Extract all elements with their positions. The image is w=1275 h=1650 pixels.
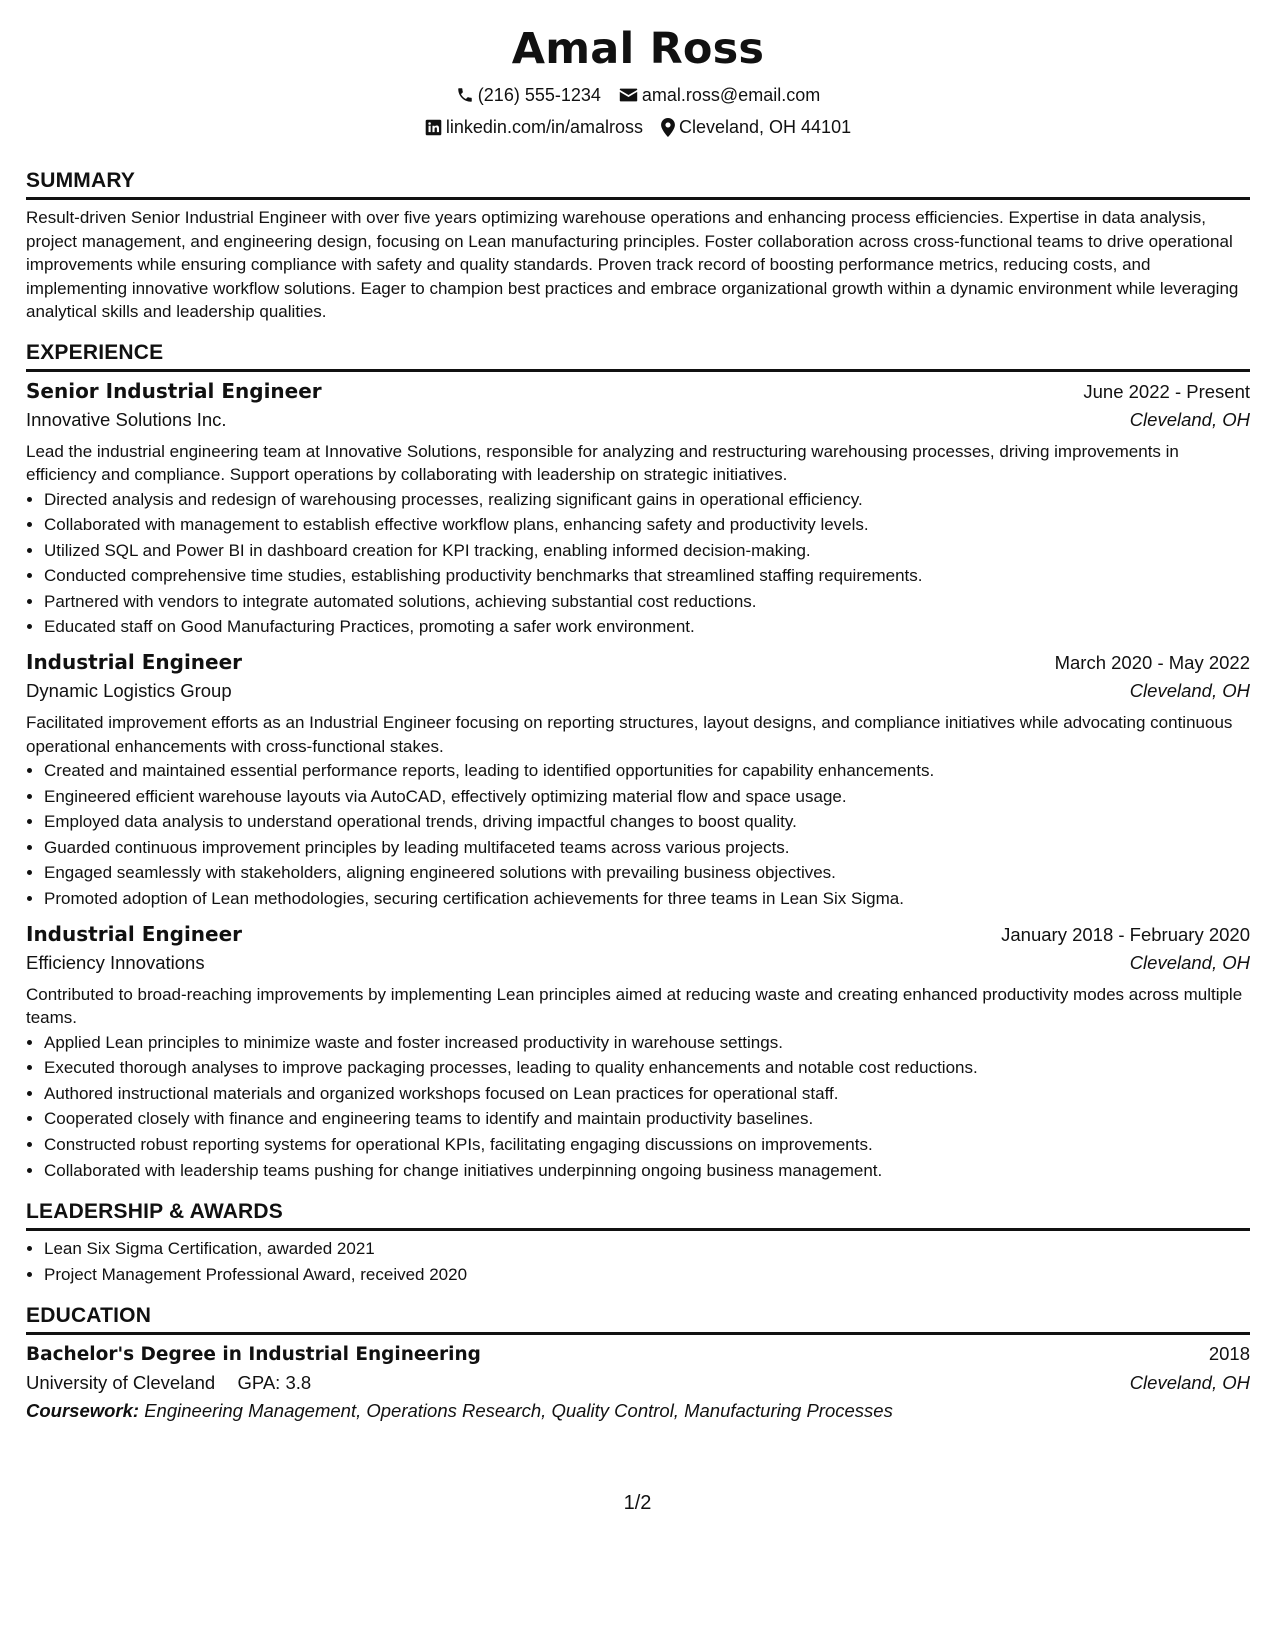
list-item: • Collaborated with management to establish effective workflow plans, enhancing safety and productivity levels. <box>44 512 1250 538</box>
list-item: • Partnered with vendors to integrate automated solutions, achieving substantial cost reductions. <box>44 589 1250 615</box>
list-item: • Collaborated with leadership teams pushing for change initiatives underpinning ongoing business management. <box>44 1158 1250 1184</box>
list-item: • Utilized SQL and Power BI in dashboard creation for KPI tracking, enabling informed decision-making. <box>44 538 1250 564</box>
education-section <box>26 1303 1250 1425</box>
job-description: Facilitated improvement efforts as an Industrial Engineer focusing on reporting structures, layout designs, and compliance initiatives while advocating continuous operational enhancements with cross-functional stakes. <box>26 713 1233 756</box>
list-item: • Employed data analysis to understand operational trends, driving impactful changes to boost quality. <box>44 809 1250 835</box>
list-item: • Guarded continuous improvement principles by leading multifaceted teams across various projects. <box>44 835 1250 861</box>
job-bullets <box>26 1030 1250 1184</box>
job-entry <box>26 377 1250 641</box>
list-item: • Conducted comprehensive time studies, establishing productivity benchmarks that streamlined staffing requirements. <box>44 563 1250 589</box>
page-number: 1/2 <box>623 1492 652 1514</box>
job-dates: June 2022 - Present <box>1083 380 1250 402</box>
job-description: Contributed to broad-reaching improvements by implementing Lean principles aimed at reducing waste and creating enhanced productivity modes across multiple teams. <box>26 984 1243 1028</box>
job-dates: March 2020 - May 2022 <box>1054 652 1250 674</box>
phone-icon <box>456 86 474 104</box>
linkedin-text[interactable]: linkedin.com/in/amalross <box>445 117 643 137</box>
location-contact <box>661 116 851 138</box>
job-title: Industrial Engineer <box>26 650 243 675</box>
coursework-line <box>26 1397 1250 1425</box>
list-item: • Authored instructional materials and organized workshops focused on Lean practices for operational staff. <box>44 1081 1250 1107</box>
list-item: • Created and maintained essential performance reports, leading to identified opportunities for capability enhancements. <box>44 758 1250 784</box>
coursework-label: Coursework: <box>26 1400 140 1422</box>
linkedin-contact[interactable] <box>425 116 643 138</box>
gpa: GPA: 3.8 <box>237 1372 312 1394</box>
list-item: • Executed thorough analyses to improve packaging processes, leading to quality enhancements and notable cost reductions. <box>44 1055 1250 1081</box>
company-name: Efficiency Innovations <box>26 951 205 973</box>
school-location: Cleveland, OH <box>1129 1372 1250 1394</box>
phone-contact <box>456 84 601 106</box>
education-heading: EDUCATION <box>26 1303 1250 1335</box>
job-entry <box>26 648 1250 912</box>
list-item: • Directed analysis and redesign of warehousing processes, realizing significant gains in operational efficiency. <box>44 487 1250 513</box>
list-item: • Project Management Professional Award, received 2020 <box>44 1262 1250 1288</box>
job-dates: January 2018 - February 2020 <box>1001 923 1250 945</box>
job-description: Lead the industrial engineering team at Innovative Solutions, responsible for analyzing and restructuring warehousing processes, driving improvements in efficiency and compliance. Support operations by collaborating with leadership on strategic initiatives. <box>26 441 1179 484</box>
leadership-list <box>26 1236 1250 1287</box>
coursework-list: Engineering Management, Operations Research, Quality Control, Manufacturing Processes <box>144 1400 893 1422</box>
location-text: Cleveland, OH 44101 <box>678 117 852 137</box>
list-item: • Lean Six Sigma Certification, awarded 2021 <box>44 1236 1250 1262</box>
job-title: Industrial Engineer <box>26 921 243 946</box>
leadership-section <box>26 1199 1250 1287</box>
summary-heading: SUMMARY <box>26 168 1250 200</box>
list-item: • Cooperated closely with finance and engineering teams to identify and maintain productivity baselines. <box>44 1106 1250 1132</box>
experience-heading: EXPERIENCE <box>26 340 1250 372</box>
list-item: • Engaged seamlessly with stakeholders, aligning engineered solutions with prevailing business objectives. <box>44 860 1250 886</box>
job-location: Cleveland, OH <box>1129 408 1250 430</box>
envelope-icon <box>619 87 638 103</box>
leadership-heading: LEADERSHIP & AWARDS <box>26 1199 1250 1231</box>
phone-text: (216) 555-1234 <box>477 85 601 105</box>
job-title: Senior Industrial Engineer <box>26 378 322 403</box>
contact-row-2 <box>26 116 1250 138</box>
list-item: • Promoted adoption of Lean methodologies, securing certification achievements for three teams in Lean Six Sigma. <box>44 886 1250 912</box>
job-bullets <box>26 758 1250 912</box>
list-item: • Engineered efficient warehouse layouts via AutoCAD, effectively optimizing material flow and space usage. <box>44 784 1250 810</box>
map-pin-icon <box>661 118 675 137</box>
list-item: • Educated staff on Good Manufacturing Practices, promoting a safer work environment. <box>44 614 1250 640</box>
email-text[interactable]: amal.ross@email.com <box>641 85 821 105</box>
list-item: • Constructed robust reporting systems for operational KPIs, facilitating engaging discussions on improvements. <box>44 1132 1250 1158</box>
contact-row-1 <box>26 84 1250 106</box>
list-item: • Applied Lean principles to minimize waste and foster increased productivity in warehouse settings. <box>44 1030 1250 1056</box>
job-location: Cleveland, OH <box>1129 680 1250 702</box>
graduation-year: 2018 <box>1208 1343 1250 1365</box>
summary-section <box>26 168 1250 324</box>
email-contact[interactable] <box>619 84 820 106</box>
school-line <box>26 1369 311 1397</box>
candidate-name: Amal Ross <box>511 24 765 74</box>
job-bullets <box>26 487 1250 641</box>
linkedin-icon <box>425 119 442 136</box>
summary-text: Result-driven Senior Industrial Engineer with over five years optimizing warehouse operations and enhancing process efficiencies. Expertise in data analysis, project management, and engineering design, focusing on Lean manufacturing principles. Foster collaboration across cross-functional teams to drive operational improvements while ensuring compliance with safety and quality standards. Proven track record of boosting performance metrics, reducing costs, and implementing innovative workflow solutions. Eager to champion best practices and embrace organizational growth within a dynamic environment while leveraging analytical skills and leadership qualities. <box>26 208 1239 321</box>
company-name: Innovative Solutions Inc. <box>26 408 227 430</box>
school-name: University of Cleveland <box>26 1372 216 1394</box>
job-entry <box>26 920 1250 1184</box>
resume-page <box>26 0 1250 1425</box>
job-location: Cleveland, OH <box>1129 951 1250 973</box>
experience-section <box>26 340 1250 1184</box>
company-name: Dynamic Logistics Group <box>26 680 232 702</box>
degree-title: Bachelor's Degree in Industrial Engineering <box>26 1344 481 1366</box>
